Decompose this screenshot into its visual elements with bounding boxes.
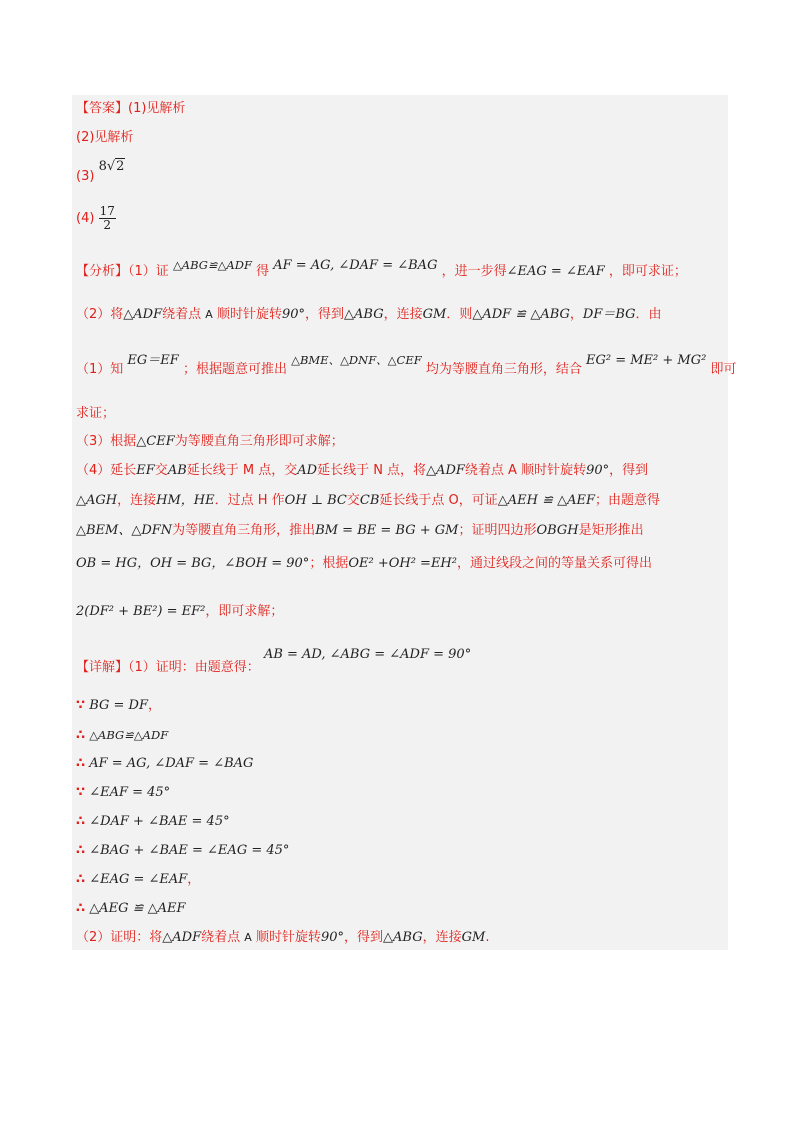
- math: AB = AD, ∠ABG = ∠ADF = 90°: [263, 647, 472, 662]
- sqrt-coefficient: 8: [98, 159, 107, 174]
- math: EF: [136, 463, 155, 478]
- text: A: [244, 931, 252, 944]
- fraction-numerator: 17: [99, 204, 115, 218]
- math: AB: [167, 463, 187, 478]
- therefore-symbol: ∴: [76, 872, 86, 887]
- answer-label: 【答案】: [76, 101, 129, 116]
- text: 求证；: [76, 406, 116, 421]
- detail-line-2: [76, 929, 489, 947]
- math: △ABG≌△ADF: [172, 258, 252, 272]
- math: GM: [422, 307, 447, 322]
- text: 延长线于 N 点，将: [317, 463, 427, 478]
- analysis-line-5: [76, 433, 344, 451]
- text: ，: [147, 698, 161, 713]
- text: （2）证明：将: [76, 930, 163, 945]
- detail-step-8: [76, 900, 186, 918]
- math: ∠DAF + ∠BAE = 45°: [89, 814, 230, 829]
- text: ，得到: [305, 307, 345, 322]
- text: 顺时针旋转: [255, 930, 321, 945]
- text: ．过点 H 作: [214, 493, 285, 508]
- math: △BME、△DNF、△CEF: [291, 353, 422, 367]
- math: ∠BAG + ∠BAE = ∠EAG = 45°: [89, 843, 290, 858]
- text: ；根据: [309, 556, 349, 571]
- math: △ABG: [383, 930, 423, 945]
- text: 延长线于 M 点，交: [186, 463, 298, 478]
- detail-line-1: [76, 647, 472, 677]
- because-symbol: ∵: [76, 785, 86, 800]
- detail-step-7: [76, 871, 200, 889]
- math: 2(DF² + BE²) = EF²: [76, 604, 206, 619]
- math: BG = DF: [89, 698, 148, 713]
- fraction-denominator: 2: [103, 218, 112, 232]
- math: 90°: [586, 463, 610, 478]
- math: △AEG ≌ △AEF: [89, 901, 186, 916]
- text: （4）延长: [76, 463, 137, 478]
- math: 90°: [320, 930, 345, 945]
- math: △ADF: [162, 930, 202, 945]
- detail-step-2: [76, 726, 168, 745]
- text: 延长线于点 O，可证: [379, 493, 498, 508]
- text: ，即可求解；: [205, 604, 284, 619]
- text: 是矩形推出: [578, 523, 644, 538]
- text: ；由题意得: [595, 493, 661, 508]
- math: △AEH ≌ △AEF: [497, 493, 596, 508]
- text: ，: [569, 307, 583, 322]
- text: ，: [187, 872, 201, 887]
- text: ，连接: [422, 930, 462, 945]
- text: 得: [256, 264, 270, 279]
- text: 交: [154, 463, 168, 478]
- answer-part-3-value: 8√2: [98, 159, 125, 174]
- because-symbol: ∵: [76, 698, 86, 713]
- math: △BEM、△DFN: [76, 523, 173, 538]
- text: （1）证明：由题意得：: [128, 660, 260, 675]
- detail-label: 【详解】: [76, 660, 129, 675]
- math: 90°: [281, 307, 306, 322]
- therefore-symbol: ∴: [76, 728, 86, 743]
- math: GM: [461, 930, 486, 945]
- text: A: [205, 308, 213, 321]
- text: ．则: [446, 307, 473, 322]
- text: 均为等腰直角三角形，结合: [425, 362, 582, 377]
- text: ，即可求证；: [608, 264, 687, 279]
- analysis-line-4: [76, 405, 115, 423]
- answer-line-3: [76, 158, 125, 184]
- text: 顺时针旋转: [216, 307, 282, 322]
- analysis-line-2: [76, 306, 662, 324]
- therefore-symbol: ∴: [76, 901, 86, 916]
- sqrt-radicand: 2: [116, 159, 125, 174]
- answer-line-1: [76, 100, 185, 118]
- text: 为等腰直角三角形即可求解；: [174, 434, 344, 449]
- therefore-symbol: ∴: [76, 814, 86, 829]
- math: △ADF: [426, 463, 465, 478]
- math: OE² +OH² =EH²: [348, 556, 457, 571]
- text: （3）根据: [76, 434, 137, 449]
- detail-step-1: [76, 697, 161, 715]
- text: ，连接: [117, 493, 157, 508]
- analysis-line-1: [76, 258, 687, 281]
- answer-part-2: (2)见解析: [76, 130, 134, 145]
- text: ，得到: [344, 930, 384, 945]
- math: OH ⊥ BC: [284, 493, 347, 508]
- detail-step-3: [76, 755, 253, 773]
- text: 绕着点: [201, 930, 241, 945]
- math: △ABG: [344, 307, 384, 322]
- math: AF = AG, ∠DAF = ∠BAG: [273, 258, 438, 273]
- text: 为等腰直角三角形，推出: [172, 523, 316, 538]
- text: ，进一步得: [441, 264, 507, 279]
- math: ∠EAG = ∠EAF: [506, 264, 605, 279]
- math: EG＝EF: [127, 353, 179, 368]
- detail-step-4: [76, 784, 170, 802]
- answer-part-4-fraction: [99, 205, 116, 232]
- analysis-line-3: [76, 353, 737, 379]
- math: △ADF ≌ △ABG: [472, 307, 570, 322]
- text: （1）证: [128, 264, 169, 279]
- text: 即可: [710, 362, 737, 377]
- text: 绕着点: [162, 307, 202, 322]
- math: ∠EAG = ∠EAF: [89, 872, 188, 887]
- math: HM，HE: [156, 493, 215, 508]
- math: EG² = ME² + MG²: [586, 353, 707, 368]
- text: 绕着点 A 顺时针旋转: [464, 463, 587, 478]
- therefore-symbol: ∴: [76, 843, 86, 858]
- math: △AGH: [76, 493, 118, 508]
- text: ，通过线段之间的等量关系可得出: [456, 556, 652, 571]
- analysis-line-7: [76, 492, 660, 510]
- answer-part-1: (1)见解析: [128, 101, 186, 116]
- math: DF＝BG: [582, 307, 636, 322]
- math: △CEF: [136, 434, 175, 449]
- analysis-line-10: [76, 603, 283, 621]
- text: ．由: [635, 307, 662, 322]
- analysis-line-9: [76, 555, 652, 573]
- text: 交: [346, 493, 360, 508]
- answer-part-3-label: (3): [76, 169, 95, 184]
- math: AF = AG, ∠DAF = ∠BAG: [89, 756, 254, 771]
- analysis-line-6: [76, 462, 648, 480]
- text: ；根据题意可推出: [182, 362, 287, 377]
- analysis-line-8: [76, 522, 644, 540]
- math: BM = BE = BG + GM: [315, 523, 459, 538]
- text: （2）将: [76, 307, 124, 322]
- math: OB = HG，OH = BG，∠BOH = 90°: [76, 556, 310, 571]
- text: .: [485, 930, 490, 945]
- answer-line-4: [76, 205, 116, 232]
- therefore-symbol: ∴: [76, 756, 86, 771]
- math: △ABG≌△ADF: [89, 728, 169, 742]
- analysis-label: 【分析】: [76, 264, 129, 279]
- text: ，连接: [383, 307, 423, 322]
- math: △ADF: [123, 307, 163, 322]
- detail-step-5: [76, 813, 230, 831]
- answer-part-4-label: (4): [76, 211, 95, 226]
- math: AD: [297, 463, 318, 478]
- answer-line-2: [76, 129, 133, 147]
- text: ，得到: [609, 463, 649, 478]
- text: ；证明四边形: [458, 523, 537, 538]
- math: OBGH: [536, 523, 579, 538]
- math: CB: [359, 493, 380, 508]
- detail-step-6: [76, 842, 289, 860]
- math: ∠EAF = 45°: [89, 785, 171, 800]
- text: （1）知: [76, 362, 124, 377]
